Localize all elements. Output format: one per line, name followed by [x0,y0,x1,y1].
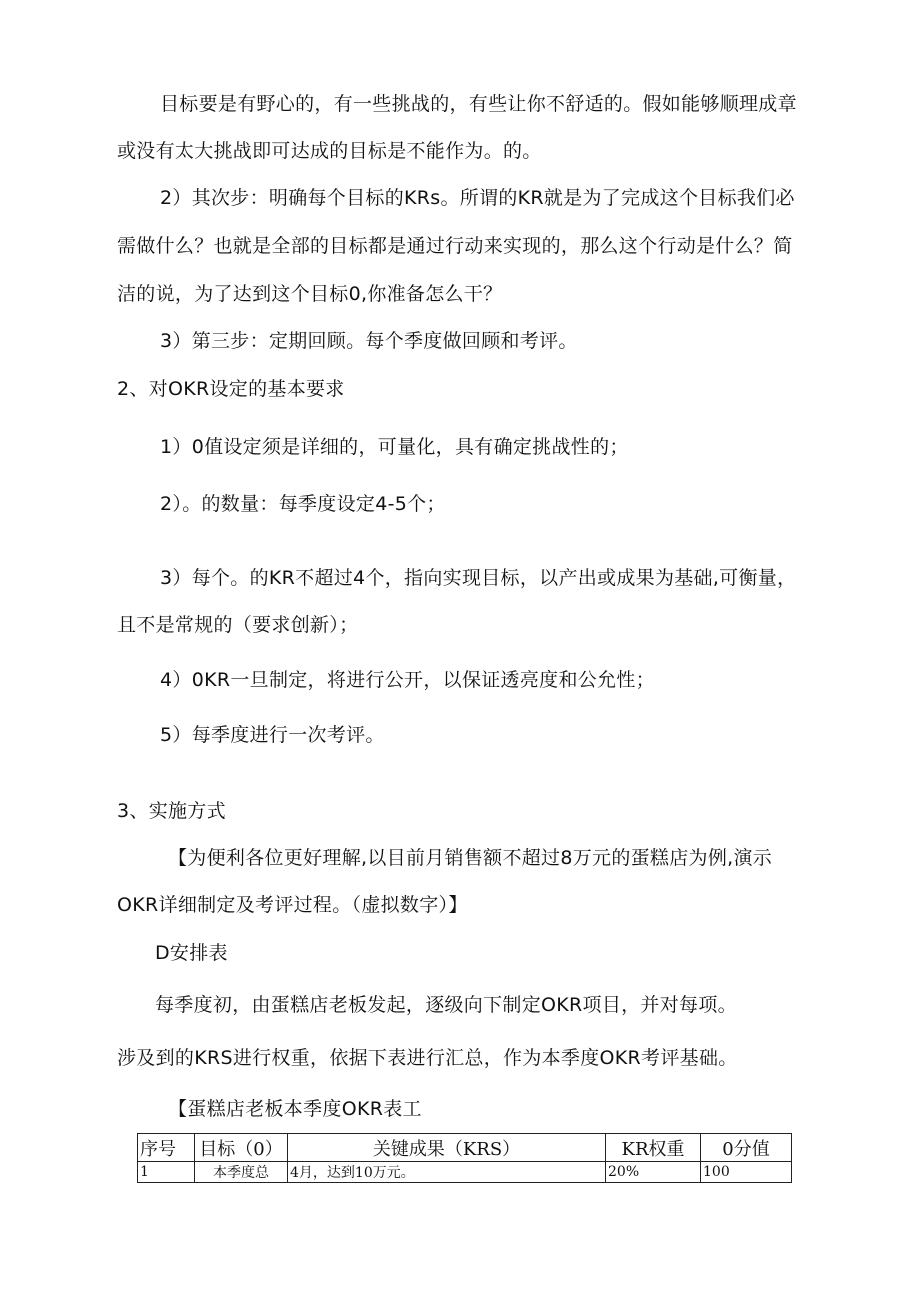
note-line: OKR详细制定及考评过程。（虚拟数字）】 [117,894,468,916]
cell-index: 1 [138,1162,195,1183]
paragraph-line: 每季度初，由蛋糕店老板发起，逐级向下制定OKR项目，并对每项。 [155,994,737,1016]
requirement-item: 1）0值设定须是详细的，可量化，具有确定挑战性的； [160,436,629,458]
requirement-item: 4）0KR一旦制定，将进行公开，以保证透亮度和公允性； [160,669,655,691]
table-row [138,1162,792,1183]
header-cell-score: 0分值 [701,1134,792,1162]
note-line: 【为便利各位更好理解,以目前月销售额不超过8万元的蛋糕店为例,演示 [168,847,773,869]
paragraph-line: 3）第三步：定期回顾。每个季度做回顾和考评。 [160,330,578,352]
paragraph-line: 洁的说，为了达到这个目标0,你准备怎么干？ [117,283,503,305]
requirement-item: 且不是常规的（要求创新）； [117,614,359,636]
cell-score: 100 [701,1162,792,1183]
section-heading: 3、实施方式 [117,800,226,822]
paragraph-line: 目标要是有野心的，有一些挑战的，有些让你不舒适的。假如能够顺理成章 [160,93,797,115]
cell-key-result: 4月，达到10万元。 [288,1162,606,1183]
header-cell-kr-weight: KR权重 [606,1134,701,1162]
cell-objective: 本季度总 [195,1162,288,1183]
subheading: D安排表 [155,942,228,964]
requirement-item: 2）。的数量：每季度设定4-5个； [160,493,446,515]
header-cell-index: 序号 [138,1134,195,1162]
paragraph-line: 涉及到的KRS进行权重，依据下表进行汇总，作为本季度OKR考评基础。 [117,1047,738,1069]
table-title: 【蛋糕店老板本季度OKR表工 [168,1098,422,1120]
okr-table [137,1133,792,1183]
section-heading: 2、对OKR设定的基本要求 [117,378,345,400]
paragraph-line: 需做什么？也就是全部的目标都是通过行动来实现的，那么这个行动是什么？简 [117,235,793,257]
table-header-row [138,1134,792,1162]
paragraph-line: 2）其次步：明确每个目标的KRs。所谓的KR就是为了完成这个目标我们必 [160,187,795,209]
requirement-item: 5）每季度进行一次考评。 [160,724,385,746]
header-cell-objective: 目标（0） [195,1134,288,1162]
requirement-item: 3）每个。的KR不超过4个，指向实现目标，以产出或成果为基础,可衡量， [160,567,797,589]
paragraph-line: 或没有太大挑战即可达成的目标是不能作为。的。 [117,140,542,162]
header-cell-key-results: 关键成果（KRS） [288,1134,606,1162]
cell-kr-weight: 20% [606,1162,701,1183]
